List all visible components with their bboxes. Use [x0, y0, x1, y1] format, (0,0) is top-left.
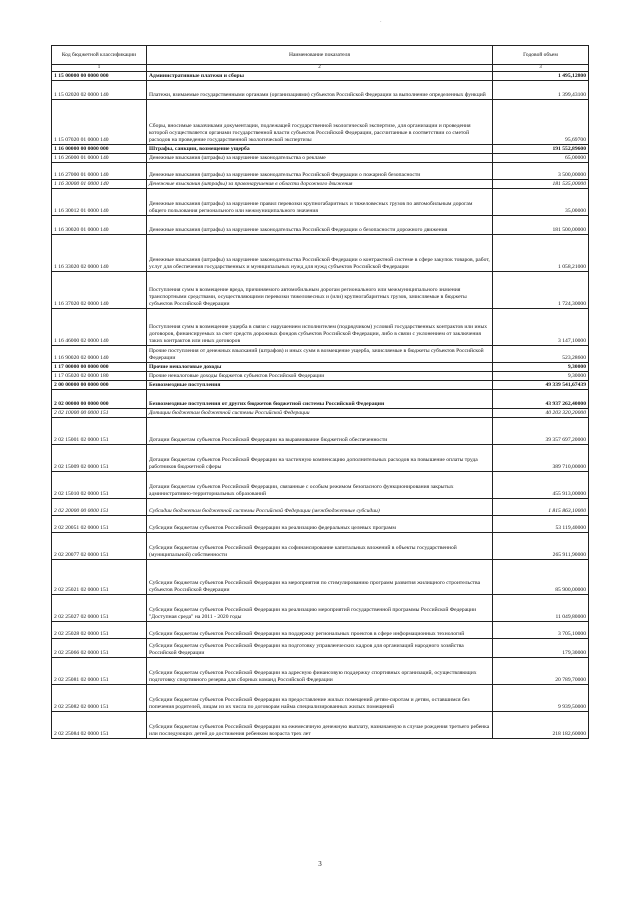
row-code: 1 16 33020 02 0000 140: [52, 235, 147, 272]
table-row: [52, 381, 589, 390]
row-value: 523,28600: [493, 346, 589, 363]
table-row: [52, 560, 589, 595]
row-value: 20 789,70000: [493, 658, 589, 685]
row-value: 40 203 320,20000: [493, 409, 589, 418]
row-name: Безвозмездные поступления: [147, 381, 493, 390]
row-code: 2 02 25028 02 0000 151: [52, 622, 147, 639]
row-value: 3 500,00000: [493, 163, 589, 180]
row-value: 49 339 541,67439: [493, 381, 589, 390]
table-row: [52, 372, 589, 381]
table-row: [52, 216, 589, 235]
row-code: 1 15 00000 00 0000 000: [52, 72, 147, 81]
header-name: Наименование показателя: [147, 46, 493, 65]
row-name: Прочие поступления от денежных взысканий (штрафов) и иных сумм в возмещение ущерба, зачисляемые в бюджеты субъектов Российской Федерации: [147, 346, 493, 363]
row-code: 1 16 27000 01 0000 140: [52, 163, 147, 180]
header-value: Годовой объем: [493, 46, 589, 65]
row-code: 2 02 25066 02 0000 151: [52, 639, 147, 658]
table-row: [52, 533, 589, 560]
row-name: Денежные взыскания (штрафы) за нарушение правил перевозки крупногабаритных и тяжеловесных грузов по автомобильным дорогам общего пользования регионального или межмуниципального значения: [147, 189, 493, 216]
row-code: 2 00 00000 00 0000 000: [52, 381, 147, 390]
row-code: 2 02 25021 02 0000 151: [52, 560, 147, 595]
row-code: 2 02 15009 02 0000 151: [52, 445, 147, 472]
budget-revenue-table: [51, 45, 589, 739]
row-name: Прочие неналоговые доходы бюджетов субъектов Российской Федерации: [147, 372, 493, 381]
row-name: Субсидии бюджетам бюджетной системы Российской Федерации (межбюджетные субсидии): [147, 499, 493, 516]
row-value: 218 182,60000: [493, 712, 589, 739]
table-row: [52, 472, 589, 499]
row-value: 389 710,00000: [493, 445, 589, 472]
row-code: 1 17 00000 00 0000 000: [52, 363, 147, 372]
table-row: [52, 445, 589, 472]
row-code: 2 02 20051 02 0000 151: [52, 516, 147, 533]
page-number: 3: [318, 860, 322, 868]
row-name: Субсидии бюджетам субъектов Российской Федерации на реализацию федеральных целевых программ: [147, 516, 493, 533]
row-code: 2 02 20077 02 0000 151: [52, 533, 147, 560]
row-value: 9,30000: [493, 372, 589, 381]
row-value: 11 049,80000: [493, 595, 589, 622]
row-code: 1 16 00000 00 0000 000: [52, 145, 147, 154]
row-value: 85 900,00000: [493, 560, 589, 595]
table-row: [52, 272, 589, 309]
row-name: Субсидии бюджетам субъектов Российской Федерации на реализацию мероприятий государственной программы Российской Федерации "Доступная среда" на 2011 - 2020 годы: [147, 595, 493, 622]
table-row: [52, 639, 589, 658]
row-value: 95,69700: [493, 100, 589, 145]
row-value: 1 495,12800: [493, 72, 589, 81]
row-value: 9,30000: [493, 363, 589, 372]
table-row: [52, 346, 589, 363]
row-name: Денежные взыскания (штрафы) за нарушение законодательства Российской Федерации о контрактной системе в сфере закупок товаров, работ, услуг для обеспечения государственных и муниципальных нужд для нужд субъектов Российской Федерации: [147, 235, 493, 272]
row-code: 2 02 25081 02 0000 151: [52, 658, 147, 685]
row-name: Денежные взыскания (штрафы) за нарушение законодательства Российской Федерации о пожарной безопасности: [147, 163, 493, 180]
table-row: [52, 235, 589, 272]
table-row: [52, 622, 589, 639]
row-name: Субсидии бюджетам субъектов Российской Федерации на поддержку региональных проектов в сфере информационных технологий: [147, 622, 493, 639]
header-code: Код бюджетной классификации: [52, 46, 147, 65]
row-value: 9 939,50000: [493, 685, 589, 712]
row-code: 2 02 15001 02 0000 151: [52, 418, 147, 445]
scan-mark: ·: [380, 20, 382, 25]
row-name: Субсидии бюджетам субъектов Российской Федерации на подготовку управленческих кадров для организаций народного хозяйства Российской Федерации: [147, 639, 493, 658]
table-header-row: [52, 46, 589, 65]
row-code: 1 15 07020 01 0000 140: [52, 100, 147, 145]
row-value: 65,00000: [493, 154, 589, 163]
table-row: [52, 499, 589, 516]
row-name: Сборы, вносимые заказчиками документации, подлежащей государственной экологической экспертизе, для организации и проведения которой осуществляется органами государственной власти субъектов Российской Федерации, рассчитанные в соответствии со сметой расходов на проведение государственной экологической экспертизы: [147, 100, 493, 145]
row-value: 455 913,00000: [493, 472, 589, 499]
row-name: Денежные взыскания (штрафы) за правонарушения в области дорожного движения: [147, 180, 493, 189]
row-value: 3 705,10000: [493, 622, 589, 639]
row-value: 1 724,30000: [493, 272, 589, 309]
column-index: 2: [147, 65, 493, 72]
row-value: 35,00000: [493, 189, 589, 216]
row-name: Субсидии бюджетам субъектов Российской Федерации на предоставление жилых помещений детям-сиротам и детям, оставшимся без попечения родителей, лицам из их числа по договорам найма специализированных жилых помещений: [147, 685, 493, 712]
row-name: Денежные взыскания (штрафы) за нарушение законодательства Российской Федерации о безопасности дорожного движения: [147, 216, 493, 235]
row-code: 1 16 30020 01 0000 140: [52, 216, 147, 235]
table-row: [52, 418, 589, 445]
row-value: 3 147,10000: [493, 309, 589, 346]
row-value: 181 535,00000: [493, 180, 589, 189]
table-row: [52, 363, 589, 372]
table-row: [52, 100, 589, 145]
row-name: Штрафы, санкции, возмещение ущерба: [147, 145, 493, 154]
table-row: [52, 81, 589, 100]
table-row: [52, 154, 589, 163]
table-row: [52, 189, 589, 216]
table-row: [52, 595, 589, 622]
row-name: Дотации бюджетам субъектов Российской Федерации на выравнивание бюджетной обеспеченности: [147, 418, 493, 445]
table-row: [52, 180, 589, 189]
table-row: [52, 72, 589, 81]
row-value: 1 058,21000: [493, 235, 589, 272]
row-code: 1 17 05020 02 0000 180: [52, 372, 147, 381]
row-code: 2 02 25027 02 0000 151: [52, 595, 147, 622]
column-index-row: [52, 65, 589, 72]
row-name: Субсидии бюджетам субъектов Российской Федерации на адресную финансовую поддержку спортивных организаций, осуществляющих подготовку спортивного резерва для сборных команд Российской Федерации: [147, 658, 493, 685]
row-value: 43 937 262,40000: [493, 390, 589, 409]
row-code: 2 02 15010 02 0000 151: [52, 472, 147, 499]
row-code: 1 16 30012 01 0000 140: [52, 189, 147, 216]
table-row: [52, 712, 589, 739]
table-row: [52, 409, 589, 418]
row-value: 1 815 863,10000: [493, 499, 589, 516]
column-index: 3: [493, 65, 589, 72]
row-value: 179,30000: [493, 639, 589, 658]
row-name: Прочие неналоговые доходы: [147, 363, 493, 372]
table-row: [52, 390, 589, 409]
table-row: [52, 516, 589, 533]
row-code: 2 02 25084 02 0000 151: [52, 712, 147, 739]
row-name: Субсидии бюджетам субъектов Российской Федерации на ежемесячную денежную выплату, назначаемую в случае рождения третьего ребенка или последующих детей до достижения ребенком возраста трех лет: [147, 712, 493, 739]
row-name: Дотации бюджетам субъектов Российской Федерации на частичную компенсацию дополнительных расходов на повышение оплаты труда работников бюджетной сферы: [147, 445, 493, 472]
row-code: 2 02 20000 00 0000 151: [52, 499, 147, 516]
row-code: 2 02 10000 00 0000 151: [52, 409, 147, 418]
row-code: 1 16 46000 02 0000 140: [52, 309, 147, 346]
row-value: 1 399,43100: [493, 81, 589, 100]
row-value: 181 500,00000: [493, 216, 589, 235]
row-code: 1 16 30000 01 0000 140: [52, 180, 147, 189]
table-row: [52, 145, 589, 154]
column-index: 1: [52, 65, 147, 72]
row-code: 1 15 02020 02 0000 140: [52, 81, 147, 100]
row-code: 1 16 37020 02 0000 140: [52, 272, 147, 309]
row-name: Субсидии бюджетам субъектов Российской Федерации на софинансирование капитальных вложений в объекты государственной (муниципальной) собственности: [147, 533, 493, 560]
row-name: Дотации бюджетам бюджетной системы Российской Федерации: [147, 409, 493, 418]
row-name: Административные платежи и сборы: [147, 72, 493, 81]
row-value: 39 357 697,20000: [493, 418, 589, 445]
row-code: 1 16 90020 02 0000 140: [52, 346, 147, 363]
row-code: 2 02 00000 00 0000 000: [52, 390, 147, 409]
table-row: [52, 163, 589, 180]
row-name: Поступления сумм в возмещение ущерба в связи с нарушением исполнителем (подрядчиком) условий государственных контрактов или иных договоров, финансируемых за счет средств дорожных фондов субъектов Российской Федерации, либо в связи с уклонением от заключения таких контрактов или иных договоров: [147, 309, 493, 346]
table-row: [52, 658, 589, 685]
row-name: Денежные взыскания (штрафы) за нарушение законодательства о рекламе: [147, 154, 493, 163]
table-row: [52, 685, 589, 712]
row-value: 265 911,90000: [493, 533, 589, 560]
row-name: Платежи, взимаемые государственными органами (организациями) субъектов Российской Федерации за выполнение определенных функций: [147, 81, 493, 100]
row-name: Поступления сумм в возмещение вреда, причиняемого автомобильным дорогам регионального или межмуниципального значения транспортными средствами, осуществляющими перевозки тяжеловесных и (или) крупногабаритных грузов, зачисляемые в бюджеты субъектов Российской Федерации: [147, 272, 493, 309]
row-code: 1 16 26000 01 0000 140: [52, 154, 147, 163]
row-value: 53 119,40000: [493, 516, 589, 533]
row-value: 191 552,89600: [493, 145, 589, 154]
row-name: Дотации бюджетам субъектов Российской Федерации, связанные с особым режимом безопасного функционирования закрытых административно-территориальных образований: [147, 472, 493, 499]
row-name: Субсидии бюджетам субъектов Российской Федерации на мероприятия по стимулированию программ развития жилищного строительства субъектов Российской Федерации: [147, 560, 493, 595]
row-code: 2 02 25082 02 0000 151: [52, 685, 147, 712]
table-row: [52, 309, 589, 346]
row-name: Безвозмездные поступления от других бюджетов бюджетной системы Российской Федерации: [147, 390, 493, 409]
